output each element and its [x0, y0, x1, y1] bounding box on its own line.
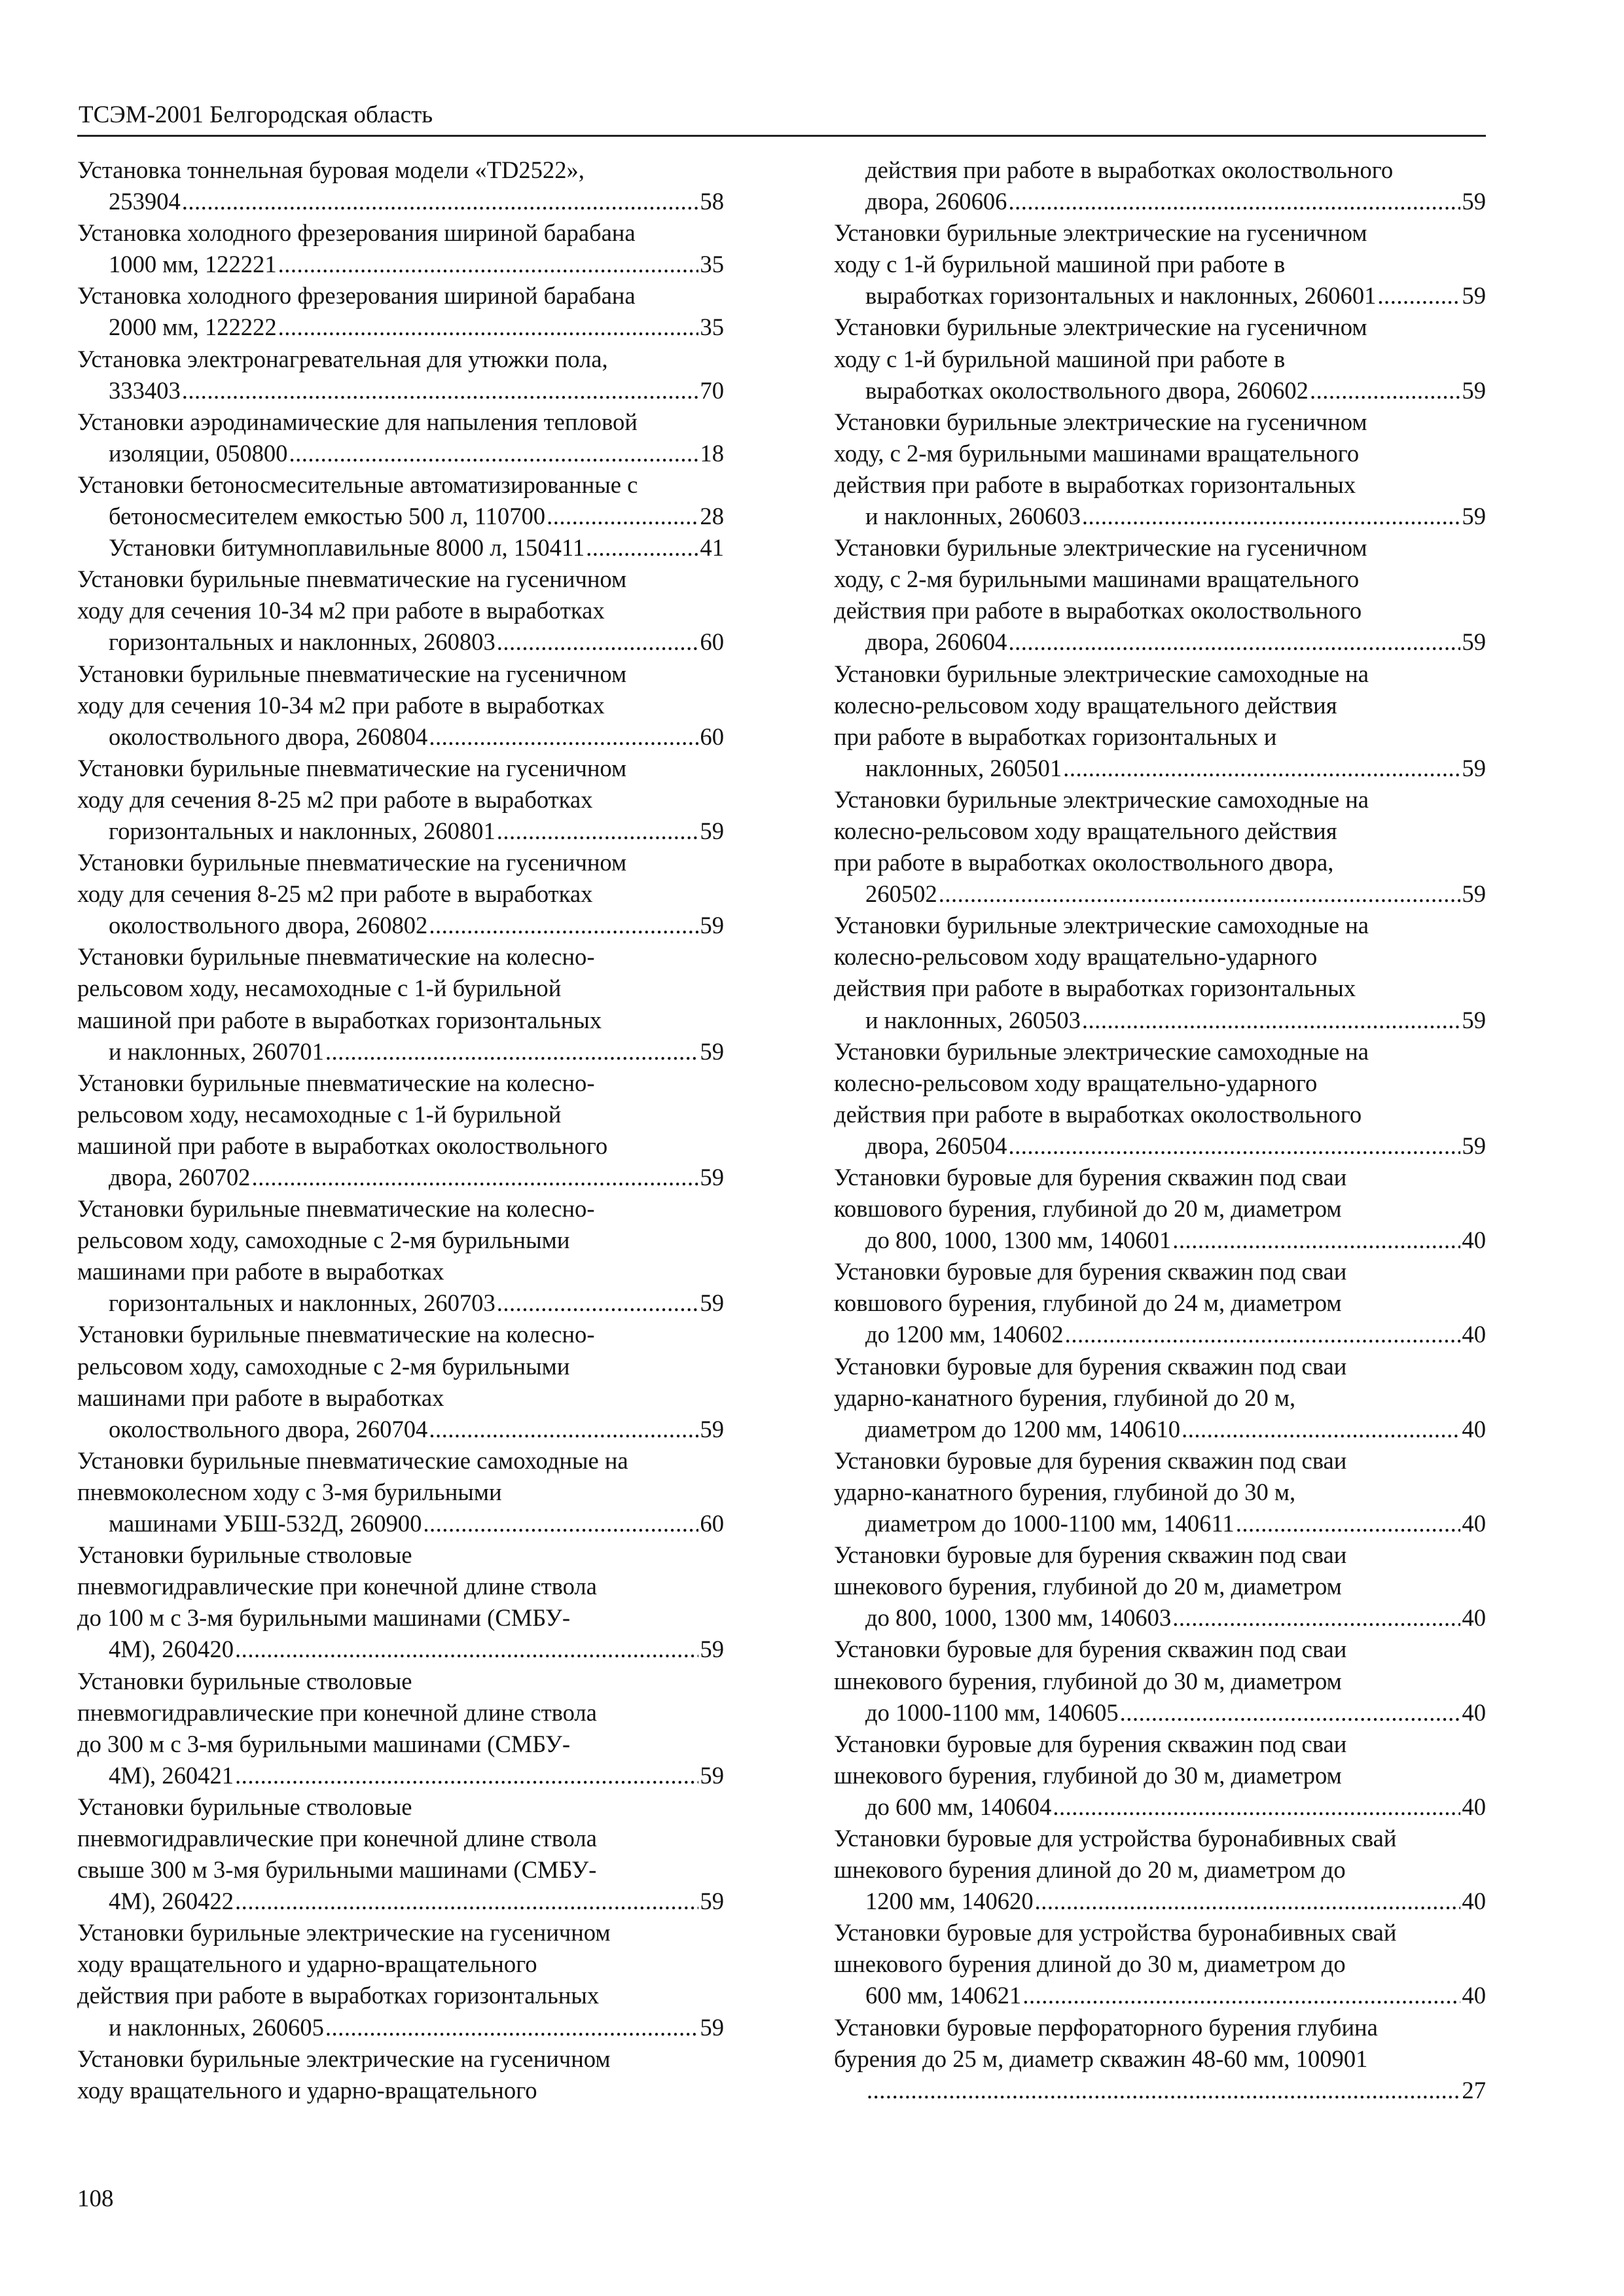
entry-page-ref: 70 [700, 376, 724, 404]
index-entry [77, 658, 724, 753]
dot-leader [1053, 1791, 1460, 1823]
entry-line: шнекового бурения длиной до 20 м, диаметром до [834, 1856, 1346, 1884]
entry-text: 4М), 260421 [109, 1761, 234, 1789]
entry-line: ходу, с 2-мя бурильными машинами вращательного [834, 439, 1360, 467]
entry-last-line [865, 1886, 1486, 1917]
entry-line: Установки буровые для бурения скважин под сваи [834, 1636, 1347, 1663]
entry-line: Установки бурильные пневматические на колесно- [77, 943, 595, 971]
entry-line: ходу с 1-й бурильной машиной при работе в [834, 251, 1286, 278]
dot-leader [1082, 1005, 1461, 1036]
entry-line: колесно-рельсовом ходу вращательного действия [834, 817, 1337, 844]
entry-page-ref: 58 [700, 188, 724, 215]
entry-last-line [109, 1634, 724, 1665]
entry-text: двора, 260504 [865, 1132, 1007, 1159]
entry-last-line [109, 910, 724, 941]
index-entry [77, 1791, 724, 1917]
entry-text: диаметром до 1200 мм, 140610 [865, 1415, 1181, 1443]
index-entry [77, 217, 724, 280]
index-entry [834, 1036, 1486, 1162]
entry-page-ref: 40 [1462, 1510, 1486, 1537]
entry-text: околоствольного двора, 260804 [109, 723, 428, 750]
entry-text: горизонтальных и наклонных, 260703 [109, 1289, 496, 1317]
entry-line: действия при работе в выработках околоствольного [834, 597, 1362, 624]
entry-line: машинами при работе в выработках [77, 1258, 444, 1285]
entry-text: двора, 260606 [865, 188, 1007, 215]
entry-line: рельсовом ходу, несамоходные с 1-й бурильной [77, 975, 562, 1002]
entry-last-line [865, 2075, 1486, 2106]
entry-page-ref: 59 [700, 2013, 724, 2041]
entry-line: Установки бурильные пневматические на гусеничном [77, 754, 627, 781]
entry-page-ref: 59 [700, 1037, 724, 1065]
entry-line: при работе в выработках горизонтальных и [834, 723, 1277, 750]
entry-line: Установки бурильные пневматические на гусеничном [77, 565, 627, 593]
index-entry [77, 847, 724, 941]
entry-text: выработках околоствольного двора, 260602 [865, 376, 1308, 404]
entry-page-ref: 60 [700, 1510, 724, 1537]
index-entry [834, 406, 1486, 532]
entry-text: 333403 [109, 376, 181, 404]
dot-leader [278, 249, 699, 280]
entry-text: 600 мм, 140621 [865, 1982, 1022, 2009]
entry-last-line [865, 878, 1486, 910]
index-entry [77, 1445, 724, 1539]
entry-line: машиной при работе в выработках околоствольного [77, 1132, 608, 1159]
entry-line: колесно-рельсовом ходу вращательного действия [834, 691, 1337, 719]
entry-last-line [109, 1508, 724, 1539]
entry-line: действия при работе в выработках горизонтальных [834, 975, 1356, 1002]
index-entry [834, 532, 1486, 658]
index-entry [834, 154, 1486, 217]
index-entry [77, 1193, 724, 1319]
entry-text: до 800, 1000, 1300 мм, 140603 [865, 1604, 1172, 1632]
entry-line: колесно-рельсовом ходу вращательно-ударного [834, 1069, 1318, 1096]
entry-page-ref: 59 [1462, 188, 1486, 215]
entry-last-line [109, 816, 724, 847]
entry-line: шнекового бурения, глубиной до 20 м, диаметром [834, 1573, 1342, 1600]
entry-line: действия при работе в выработках околоствольного [834, 1100, 1362, 1128]
dot-leader [289, 438, 698, 469]
entry-page-ref: 59 [1462, 376, 1486, 404]
index-entry [77, 469, 724, 532]
entry-page-ref: 28 [700, 503, 724, 530]
dot-leader [1065, 1319, 1461, 1350]
entry-last-line [109, 1414, 724, 1445]
entry-last-line [109, 1760, 724, 1791]
index-entry [834, 2012, 1486, 2106]
entry-line: машинами при работе в выработках [77, 1384, 444, 1411]
entry-text: и наклонных, 260605 [109, 2013, 324, 2041]
dot-leader [1008, 626, 1460, 658]
entry-line: ходу для сечения 8-25 м2 при работе в выработках [77, 785, 593, 813]
dot-leader [423, 1508, 698, 1539]
entry-line: Установка электронагревательная для утюжки пола, [77, 345, 608, 372]
entry-line: Установки аэродинамические для напыления тепловой [77, 408, 638, 435]
index-entry [834, 1256, 1486, 1350]
entry-page-ref: 40 [1462, 1982, 1486, 2009]
entry-line: Установки бурильные электрические на гусеничном [834, 219, 1367, 247]
entry-page-ref: 59 [700, 1636, 724, 1663]
entry-last-line [865, 1414, 1486, 1445]
entry-line: Установки бурильные стволовые [77, 1541, 412, 1569]
entry-page-ref: 59 [1462, 1132, 1486, 1159]
entry-line: Установка холодного фрезерования шириной барабана [77, 282, 636, 310]
entry-text: выработках горизонтальных и наклонных, 260601 [865, 282, 1377, 310]
entry-page-ref: 40 [1462, 1698, 1486, 1726]
entry-line: при работе в выработках околоствольного двора, [834, 849, 1334, 876]
entry-text: 1200 мм, 140620 [865, 1888, 1034, 1915]
entry-line: действия при работе в выработках горизонтальных [834, 471, 1356, 498]
entry-last-line [865, 1005, 1486, 1036]
entry-last-line [865, 1508, 1486, 1539]
entry-page-ref: 40 [1462, 1888, 1486, 1915]
dot-leader [1172, 1225, 1460, 1256]
entry-line: Установки буровые для бурения скважин под сваи [834, 1541, 1347, 1569]
entry-text: и наклонных, 260503 [865, 1006, 1081, 1033]
entry-page-ref: 59 [700, 1164, 724, 1191]
entry-line: ходу для сечения 10-34 м2 при работе в выработках [77, 597, 605, 624]
index-entry [834, 784, 1486, 910]
entry-line: Установки бурильные электрические самоходные на [834, 660, 1369, 687]
entry-line: ходу с 1-й бурильной машиной при работе в [834, 345, 1286, 372]
entry-line: до 100 м с 3-мя бурильными машинами (СМБУ- [77, 1604, 571, 1632]
entry-line: Установки бурильные электрические на гусеничном [77, 2045, 611, 2072]
entry-page-ref: 40 [1462, 1227, 1486, 1254]
entry-text: и наклонных, 260701 [109, 1037, 324, 1065]
entry-page-ref: 59 [700, 912, 724, 939]
entry-line: пневмогидравлические при конечной длине ствола [77, 1824, 597, 1852]
dot-leader [1063, 753, 1460, 784]
entry-text: 4М), 260422 [109, 1888, 234, 1915]
entry-page-ref: 59 [1462, 1006, 1486, 1033]
entry-text: и наклонных, 260603 [865, 503, 1081, 530]
entry-line: Установка холодного фрезерования шириной барабана [77, 219, 636, 247]
index-entry [834, 1445, 1486, 1539]
entry-line: до 300 м с 3-мя бурильными машинами (СМБУ- [77, 1730, 571, 1757]
dot-leader [939, 878, 1461, 910]
entry-line: рельсовом ходу, самоходные с 2-мя бурильными [77, 1352, 570, 1380]
entry-page-ref: 40 [1462, 1604, 1486, 1632]
entry-page-ref: 40 [1462, 1415, 1486, 1443]
entry-line: действия при работе в выработках горизонтальных [77, 1982, 600, 2009]
entry-last-line [109, 1886, 724, 1917]
index-entry [77, 154, 724, 217]
entry-line: ходу вращательного и ударно-вращательного [77, 2076, 537, 2104]
entry-text: до 800, 1000, 1300 мм, 140601 [865, 1227, 1172, 1254]
entry-line: Установки бурильные пневматические самоходные на [77, 1446, 628, 1474]
entry-last-line [865, 1319, 1486, 1350]
dot-leader [429, 910, 698, 941]
entry-last-line [865, 1602, 1486, 1634]
entry-text: околоствольного двора, 260704 [109, 1415, 428, 1443]
index-entry [77, 280, 724, 343]
dot-leader [547, 501, 698, 532]
dot-leader [586, 532, 698, 564]
entry-text: горизонтальных и наклонных, 260801 [109, 817, 496, 844]
index-entry [77, 564, 724, 658]
entry-text: околоствольного двора, 260802 [109, 912, 428, 939]
index-entry [834, 1917, 1486, 2011]
entry-last-line [865, 1791, 1486, 1823]
entry-line: Установки бурильные стволовые [77, 1667, 412, 1695]
entry-text: 4М), 260420 [109, 1636, 234, 1663]
index-entry [834, 910, 1486, 1035]
entry-text: 253904 [109, 188, 181, 215]
entry-text: 260502 [865, 880, 937, 908]
entry-last-line [109, 532, 724, 564]
dot-leader [251, 1162, 698, 1193]
entry-last-line [865, 280, 1486, 312]
entry-line: Установки буровые для бурения скважин под сваи [834, 1164, 1347, 1191]
header-title: ТСЭМ-2001 Белгородская область [79, 101, 433, 128]
entry-text: наклонных, 260501 [865, 754, 1062, 781]
entry-last-line [865, 1225, 1486, 1256]
entry-line: Установки бурильные электрические на гусеничном [834, 534, 1367, 562]
entry-page-ref: 18 [700, 439, 724, 467]
index-entry [77, 941, 724, 1067]
entry-last-line [109, 2012, 724, 2043]
entry-last-line [109, 438, 724, 469]
entry-line: Установки бурильные электрические на гусеничном [834, 314, 1367, 341]
entry-line: Установки буровые для бурения скважин под сваи [834, 1352, 1347, 1380]
entry-last-line [865, 753, 1486, 784]
index-entry [77, 1666, 724, 1791]
entry-line: ковшового бурения, глубиной до 20 м, диаметром [834, 1195, 1342, 1223]
entry-last-line [109, 375, 724, 406]
index-entry [77, 1539, 724, 1665]
entry-last-line [109, 501, 724, 532]
index-entry [834, 1823, 1486, 1917]
entry-line: ковшового бурения, глубиной до 24 м, диаметром [834, 1289, 1342, 1317]
dot-leader [429, 1414, 698, 1445]
index-column-right [834, 154, 1486, 2106]
entry-line: Установки бурильные пневматические на колесно- [77, 1195, 595, 1223]
dot-leader [1008, 186, 1460, 217]
index-entry [834, 1634, 1486, 1728]
entry-page-ref: 60 [700, 628, 724, 656]
dot-leader [235, 1886, 698, 1917]
entry-text: Установки битумноплавильные 8000 л, 150411 [109, 534, 585, 562]
dot-leader [1022, 1980, 1460, 2011]
entry-line: Установки бурильные стволовые [77, 1793, 412, 1820]
entry-last-line [109, 1287, 724, 1319]
dot-leader [429, 721, 698, 753]
entry-last-line [109, 186, 724, 217]
entry-last-line [865, 1697, 1486, 1729]
index-entry [77, 532, 724, 564]
dot-leader [867, 2075, 1460, 2106]
entry-text: диаметром до 1000-1100 мм, 140611 [865, 1510, 1235, 1537]
dot-leader [1082, 501, 1461, 532]
entry-page-ref: 60 [700, 723, 724, 750]
entry-text: горизонтальных и наклонных, 260803 [109, 628, 496, 656]
entry-page-ref: 59 [700, 1761, 724, 1789]
dot-leader [497, 816, 699, 847]
index-column-left [77, 154, 724, 2106]
entry-line: Установки бурильные электрические самоходные на [834, 912, 1369, 939]
entry-page-ref: 35 [700, 314, 724, 341]
entry-last-line [109, 312, 724, 343]
entry-line: Установки буровые для бурения скважин под сваи [834, 1258, 1347, 1285]
dot-leader [235, 1634, 698, 1665]
entry-line: свыше 300 м 3-мя бурильными машинами (СМБУ- [77, 1856, 597, 1884]
dot-leader [182, 186, 699, 217]
index-entry [77, 344, 724, 406]
entry-page-ref: 41 [700, 534, 724, 562]
entry-text: до 1000-1100 мм, 140605 [865, 1698, 1119, 1726]
entry-line: Установки бурильные пневматические на колесно- [77, 1069, 595, 1096]
index-entry [834, 217, 1486, 312]
entry-text: 1000 мм, 122221 [109, 251, 277, 278]
index-entry [834, 658, 1486, 784]
entry-page-ref: 59 [1462, 880, 1486, 908]
entry-line: Установки бурильные пневматические на гусеничном [77, 660, 627, 687]
index-entry [77, 2043, 724, 2106]
entry-page-ref: 59 [700, 817, 724, 844]
entry-line: Установки буровые перфораторного бурения глубина [834, 2013, 1378, 2041]
dot-leader [1310, 375, 1460, 406]
entry-line: рельсовом ходу, несамоходные с 1-й бурильной [77, 1100, 562, 1128]
entry-page-ref: 27 [1462, 2076, 1486, 2104]
entry-last-line [109, 249, 724, 280]
entry-line: Установки буровые для устройства буронабивных свай [834, 1824, 1397, 1852]
page-number: 108 [77, 2185, 114, 2212]
dot-leader [1008, 1130, 1460, 1162]
entry-line: ходу вращательного и ударно-вращательного [77, 1950, 537, 1978]
entry-line: ударно-канатного бурения, глубиной до 30 м, [834, 1478, 1296, 1505]
entry-line: Установки бурильные электрические на гусеничном [834, 408, 1367, 435]
index-entry [834, 312, 1486, 406]
entry-text: до 1200 мм, 140602 [865, 1321, 1064, 1348]
entry-text: до 600 мм, 140604 [865, 1793, 1052, 1820]
entry-line: шнекового бурения длиной до 30 м, диаметром до [834, 1950, 1346, 1978]
dot-leader [1035, 1886, 1461, 1917]
entry-line: пневмогидравлические при конечной длине ствола [77, 1698, 597, 1726]
entry-last-line [109, 721, 724, 753]
entry-line: машиной при работе в выработках горизонтальных [77, 1006, 602, 1033]
entry-line: ходу, с 2-мя бурильными машинами вращательного [834, 565, 1360, 593]
entry-page-ref: 59 [1462, 282, 1486, 310]
entry-line: Установки буровые для бурения скважин под сваи [834, 1730, 1347, 1757]
entry-last-line [865, 1130, 1486, 1162]
dot-leader [497, 626, 699, 658]
entry-text: двора, 260702 [109, 1164, 251, 1191]
dot-leader [497, 1287, 699, 1319]
entry-line: шнекового бурения, глубиной до 30 м, диаметром [834, 1667, 1342, 1695]
entry-page-ref: 59 [700, 1289, 724, 1317]
entry-line: Установки бетоносмесительные автоматизированные с [77, 471, 638, 498]
running-header [77, 98, 1486, 137]
dot-leader [1377, 280, 1460, 312]
entry-text: бетоносмесителем емкостью 500 л, 110700 [109, 503, 546, 530]
entry-line: рельсовом ходу, самоходные с 2-мя бурильными [77, 1227, 570, 1254]
entry-page-ref: 40 [1462, 1793, 1486, 1820]
entry-line: Установки бурильные пневматические на гусеничном [77, 849, 627, 876]
entry-line: пневмогидравлические при конечной длине ствола [77, 1573, 597, 1600]
entry-line: ходу для сечения 10-34 м2 при работе в выработках [77, 691, 605, 719]
entry-page-ref: 59 [700, 1888, 724, 1915]
entry-page-ref: 59 [1462, 503, 1486, 530]
index-entry [77, 1067, 724, 1193]
entry-line: Установка тоннельная буровая модели «TD2522», [77, 156, 585, 183]
entry-last-line [109, 1162, 724, 1193]
entry-last-line [865, 375, 1486, 406]
index-entry [77, 753, 724, 847]
entry-line: Установки бурильные электрические самоходные на [834, 785, 1369, 813]
dot-leader [182, 375, 699, 406]
entry-line: Установки буровые для устройства буронабивных свай [834, 1919, 1397, 1946]
entry-text: двора, 260604 [865, 628, 1007, 656]
index-entry [77, 1917, 724, 2043]
dot-leader [1172, 1602, 1460, 1634]
dot-leader [325, 1036, 699, 1067]
index-entry [77, 406, 724, 469]
entry-last-line [109, 626, 724, 658]
entry-last-line [109, 1036, 724, 1067]
entry-line: пневмоколесном ходу с 3-мя бурильными [77, 1478, 502, 1505]
index-entry [834, 1539, 1486, 1634]
entry-last-line [865, 1980, 1486, 2011]
index-entry [834, 1351, 1486, 1445]
entry-page-ref: 40 [1462, 1321, 1486, 1348]
dot-leader [278, 312, 699, 343]
entry-line: шнекового бурения, глубиной до 30 м, диаметром [834, 1761, 1342, 1789]
entry-page-ref: 59 [700, 1415, 724, 1443]
index-entry [834, 1162, 1486, 1256]
entry-text: машинами УБШ-532Д, 260900 [109, 1510, 422, 1537]
dot-leader [235, 1760, 698, 1791]
entry-text: 2000 мм, 122222 [109, 314, 277, 341]
entry-page-ref: 59 [1462, 628, 1486, 656]
entry-line: колесно-рельсовом ходу вращательно-ударного [834, 943, 1318, 971]
dot-leader [325, 2012, 699, 2043]
entry-line: Установки буровые для бурения скважин под сваи [834, 1446, 1347, 1474]
entry-text: изоляции, 050800 [109, 439, 288, 467]
entry-last-line [865, 501, 1486, 532]
entry-last-line [865, 626, 1486, 658]
entry-page-ref: 59 [1462, 754, 1486, 781]
entry-last-line [865, 186, 1486, 217]
dot-leader [1236, 1508, 1461, 1539]
dot-leader [1182, 1414, 1460, 1445]
entry-line: Установки бурильные электрические самоходные на [834, 1037, 1369, 1065]
index-entry [77, 1319, 724, 1444]
dot-leader [1120, 1697, 1461, 1729]
entry-line: ходу для сечения 8-25 м2 при работе в выработках [77, 880, 593, 908]
entry-line: бурения до 25 м, диаметр скважин 48-60 мм, 100901 [834, 2045, 1368, 2072]
entry-line: ударно-канатного бурения, глубиной до 20 м, [834, 1384, 1296, 1411]
entry-line: действия при работе в выработках околоствольного [865, 156, 1394, 183]
index-entry [834, 1729, 1486, 1823]
entry-page-ref: 35 [700, 251, 724, 278]
entry-line: Установки бурильные электрические на гусеничном [77, 1919, 611, 1946]
entry-line: Установки бурильные пневматические на колесно- [77, 1321, 595, 1348]
